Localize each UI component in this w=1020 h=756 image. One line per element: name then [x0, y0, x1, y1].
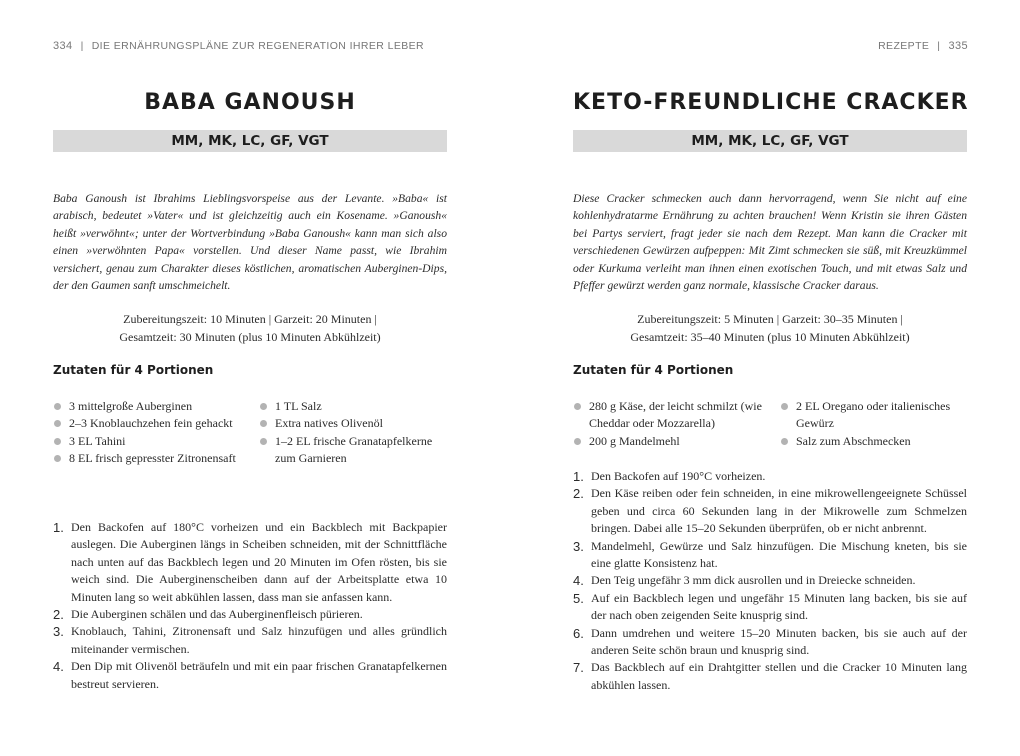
ingredients-heading: Zutaten für 4 Portionen — [573, 363, 734, 377]
step-number: 6. — [573, 625, 584, 641]
step-number: 4. — [53, 659, 64, 675]
instruction-step — [53, 623, 447, 658]
time-line: Zubereitungszeit: 10 Minuten | Garzeit: 20 Minuten | — [123, 312, 377, 326]
time-info — [573, 310, 967, 346]
diet-tags-bar: MM, MK, LC, GF, VGT — [573, 130, 967, 152]
step-number: 1. — [573, 469, 584, 484]
ingredient-item: Extra natives Olivenöl — [259, 415, 447, 432]
step-text: Auf ein Backblech legen und ungefähr 15 Minuten lang backen, bis sie auf der nach oben zeigenden Seite knusprig sind. — [591, 590, 967, 623]
running-header: 334 | DIE ERNÄHRUNGSPLÄNE ZUR REGENERATION IHRER LEBER — [53, 40, 425, 52]
instruction-step — [53, 606, 447, 623]
step-text: Das Backblech auf ein Drahtgitter stellen und die Cracker 10 Minuten lang abkühlen lassen. — [591, 660, 967, 692]
instruction-step — [573, 625, 967, 660]
time-line: Gesamtzeit: 30 Minuten (plus 10 Minuten Abkühlzeit) — [119, 330, 381, 344]
step-number: 3. — [573, 538, 584, 554]
instruction-step — [573, 538, 967, 573]
ingredient-item: 8 EL frisch gepresster Zitronensaft — [53, 450, 253, 467]
step-text: Die Auberginen schälen und das Auberginenfleisch pürieren. — [71, 607, 363, 622]
ingredient-item: Salz zum Abschmecken — [780, 433, 968, 450]
instruction-step — [573, 659, 967, 694]
step-number: 4. — [573, 573, 584, 589]
step-text: Den Backofen auf 180°C vorheizen und ein Backblech mit Backpapier auslegen. Die Auberginen längs in Scheiben schneiden, mit der Schnittfläche nach unten auf das Backblech legen und 20 Minuten im Ofen rösten, bis sie weich sind. Die Auberginenscheiben dann auf der Arbeitsplatte etwa 10 Minuten lang so weit abkühlen lassen, dass man sie anfassen kann. — [71, 520, 447, 604]
recipe-title: KETO-FREUNDLICHE CRACKER — [573, 90, 969, 115]
right-page — [510, 0, 1020, 756]
step-number: 7. — [573, 660, 584, 676]
running-header: REZEPTE | 335 — [878, 40, 968, 52]
ingredients-list — [573, 398, 768, 450]
diet-tags-bar: MM, MK, LC, GF, VGT — [53, 130, 447, 152]
ingredient-item: 2–3 Knoblauchzehen fein gehackt — [53, 415, 253, 432]
step-text: Mandelmehl, Gewürze und Salz hinzufügen. Die Mischung kneten, bis sie eine glatte Konsistenz hat. — [591, 538, 967, 571]
ingredient-item: 2 EL Oregano oder italienisches Gewürz — [780, 398, 968, 433]
instruction-step — [573, 485, 967, 537]
running-head-title: REZEPTE — [878, 40, 930, 52]
ingredient-item: 3 EL Tahini — [53, 433, 253, 450]
instruction-step — [53, 658, 447, 693]
recipe-intro: Diese Cracker schmecken auch dann hervorragend, wenn Sie nicht auf eine kohlenhydratarme Ernährung zu achten brauchen! Wenn Kristin sie ihren Gästen bei Partys serviert, fragt jeder sie nach dem Rezept. Man kann die Cracker mit verschiedenen Gewürzen aufpeppen: Mit Zimt schmecken sie süß, mit Kreuzkümmel oder Kurkuma verleiht man ihnen einen exotischen Touch, und mit etwas Salz und Pfeffer gewürzt werden ganz normale, klassische Cracker daraus. — [573, 192, 967, 293]
ingredients-list — [53, 398, 253, 468]
ingredients-heading: Zutaten für 4 Portionen — [53, 363, 214, 377]
instructions-list — [573, 468, 967, 694]
step-text: Den Backofen auf 190°C vorheizen. — [591, 469, 766, 483]
step-text: Den Käse reiben oder fein schneiden, in eine mikrowellengeeignete Schüssel geben und circa 60 Sekunden lang in der Mikrowelle zum Schmelzen bringen. Dabei alle 15–20 Sekunden überprüfen, ob er nicht anbrennt. — [591, 486, 967, 536]
ingredient-item: 1–2 EL frische Granatapfelkerne zum Garnieren — [259, 433, 447, 468]
step-number: 3. — [53, 624, 64, 640]
step-text: Den Dip mit Olivenöl beträufeln und mit ein paar frischen Granatapfelkernen bestreut servieren. — [71, 659, 447, 691]
step-number: 1. — [53, 520, 64, 535]
ingredient-item: 1 TL Salz — [259, 398, 447, 415]
ingredient-item: 3 mittelgroße Auberginen — [53, 398, 253, 415]
ingredients-list — [259, 398, 447, 468]
instruction-step — [53, 519, 447, 606]
time-line: Zubereitungszeit: 5 Minuten | Garzeit: 30–35 Minuten | — [637, 312, 903, 326]
step-text: Knoblauch, Tahini, Zitronensaft und Salz hinzufügen und alles gründlich miteinander vermischen. — [71, 624, 447, 656]
ingredient-item: 200 g Mandelmehl — [573, 433, 768, 450]
page-number: 335 — [948, 40, 968, 52]
step-number: 2. — [53, 607, 64, 623]
time-info — [53, 310, 447, 346]
ingredients-list — [780, 398, 968, 450]
instruction-step — [573, 590, 967, 625]
page-number: 334 — [53, 40, 73, 52]
step-text: Dann umdrehen und weitere 15–20 Minuten backen, bis sie auch auf der anderen Seite schön braun und knusprig sind. — [591, 625, 967, 658]
time-line: Gesamtzeit: 35–40 Minuten (plus 10 Minuten Abkühlzeit) — [630, 330, 910, 344]
instruction-step — [573, 468, 967, 485]
step-number: 2. — [573, 486, 584, 502]
recipe-intro: Baba Ganoush ist Ibrahims Lieblingsvorspeise aus der Levante. »Baba« ist arabisch, bedeutet »Vater« und ist gleichzeitig auch ein Kosename. »Ganoush« heißt »verwöhnt«; unter der Wortverbindung »Baba Ganoush« kann man sich also einen »verwöhnten Papa« vorstellen. Und dieser Name passt, wie Ibrahim versichert, genau zum Charakter dieses köstlichen, aromatischen Auberginen-Dips, der den Gaumen sanft umschmeichelt. — [53, 192, 447, 293]
step-number: 5. — [573, 590, 584, 606]
ingredient-item: 280 g Käse, der leicht schmilzt (wie Cheddar oder Mozzarella) — [573, 398, 768, 433]
running-head-title: DIE ERNÄHRUNGSPLÄNE ZUR REGENERATION IHRER LEBER — [91, 40, 425, 52]
instruction-step — [573, 572, 967, 589]
instructions-list — [53, 519, 447, 693]
step-text: Den Teig ungefähr 3 mm dick ausrollen und in Dreiecke schneiden. — [591, 573, 916, 588]
recipe-title: BABA GANOUSH — [144, 90, 356, 115]
